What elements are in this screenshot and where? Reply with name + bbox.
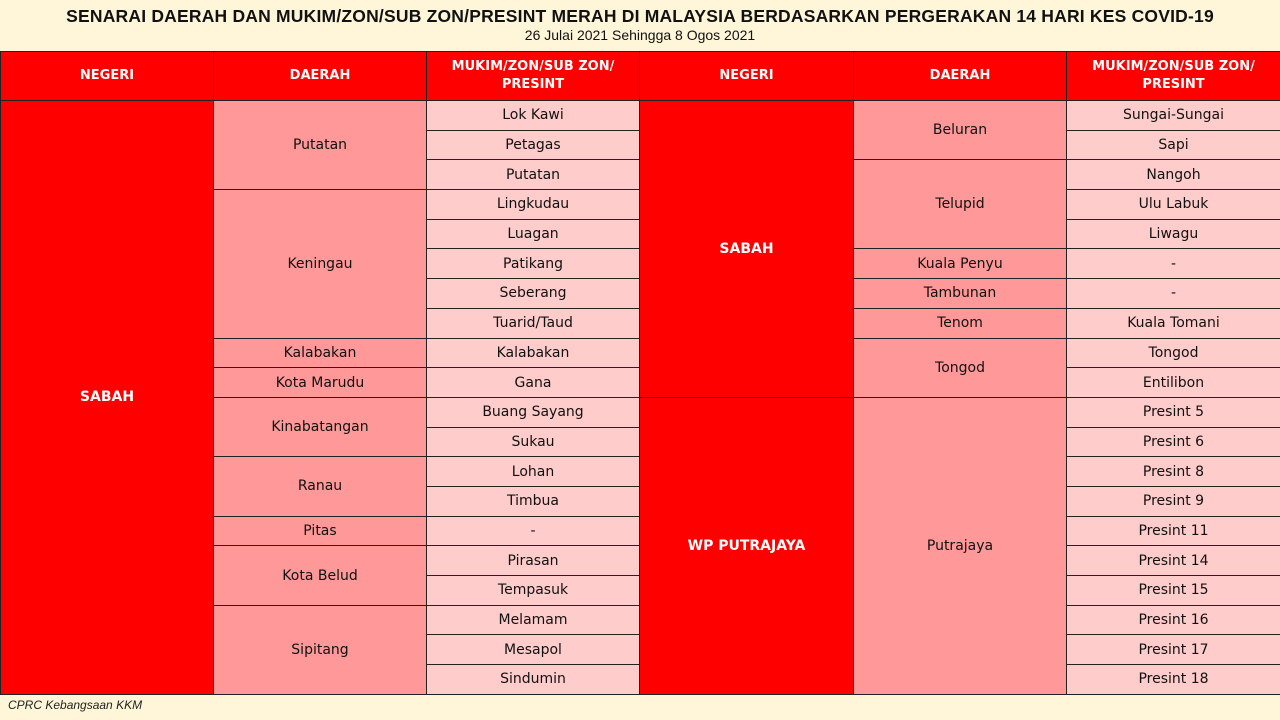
mukim-cell: Pirasan [427,546,640,576]
mukim-cell: Presint 16 [1067,605,1280,635]
mukim-cell: Tuarid/Taud [427,308,640,338]
daerah-cell: Kalabakan [214,338,427,368]
mukim-cell: Presint 11 [1067,516,1280,546]
mukim-cell: Sungai-Sungai [1067,101,1280,131]
mukim-cell: - [427,516,640,546]
mukim-cell: Mesapol [427,635,640,665]
negeri-cell: WP PUTRAJAYA [640,397,854,694]
mukim-cell: Petagas [427,130,640,160]
mukim-cell: Entilibon [1067,368,1280,398]
table-row [1,101,640,131]
daerah-cell: Kuala Penyu [854,249,1067,279]
mukim-cell: Kuala Tomani [1067,308,1280,338]
column-header-negeri: NEGERI [1,52,214,101]
mukim-cell: Timbua [427,486,640,516]
daerah-cell: Kinabatangan [214,397,427,456]
daerah-cell: Ranau [214,457,427,516]
mukim-cell: Tempasuk [427,576,640,606]
mukim-cell: Presint 14 [1067,546,1280,576]
daerah-cell: Kota Marudu [214,368,427,398]
mukim-cell: Sindumin [427,665,640,695]
daerah-cell: Putrajaya [854,397,1067,694]
table-row [640,397,1280,427]
mukim-cell: Buang Sayang [427,397,640,427]
mukim-cell: Gana [427,368,640,398]
mukim-cell: Seberang [427,279,640,309]
daerah-cell: Beluran [854,101,1067,160]
daerah-cell: Tenom [854,308,1067,338]
mukim-cell: Luagan [427,219,640,249]
mukim-cell: Tongod [1067,338,1280,368]
daerah-cell: Pitas [214,516,427,546]
mukim-cell: Sapi [1067,130,1280,160]
source-footer: CPRC Kebangsaan KKM [8,698,143,712]
mukim-cell: Sukau [427,427,640,457]
mukim-cell: Presint 8 [1067,457,1280,487]
mukim-cell: Patikang [427,249,640,279]
date-range: 26 Julai 2021 Sehingga 8 Ogos 2021 [524,27,756,43]
mukim-cell: Lok Kawi [427,101,640,131]
mukim-cell: Presint 5 [1067,397,1280,427]
red-zone-table-left [0,51,640,695]
mukim-cell: Presint 18 [1067,665,1280,695]
daerah-cell: Keningau [214,190,427,338]
mukim-cell: Lohan [427,457,640,487]
mukim-cell: - [1067,279,1280,309]
mukim-cell: Kalabakan [427,338,640,368]
mukim-cell: Presint 6 [1067,427,1280,457]
mukim-cell: Putatan [427,160,640,190]
mukim-cell: Lingkudau [427,190,640,220]
negeri-cell: SABAH [640,101,854,398]
daerah-cell: Putatan [214,101,427,190]
daerah-cell: Tambunan [854,279,1067,309]
daerah-cell: Sipitang [214,605,427,694]
mukim-cell: Presint 9 [1067,486,1280,516]
column-header-mukim: MUKIM/ZON/SUB ZON/ PRESINT [427,52,640,101]
daerah-cell: Kota Belud [214,546,427,605]
column-header-negeri: NEGERI [640,52,854,101]
column-header-daerah: DAERAH [214,52,427,101]
daerah-cell: Tongod [854,338,1067,397]
table-row [640,101,1280,131]
mukim-cell: - [1067,249,1280,279]
mukim-cell: Presint 15 [1067,576,1280,606]
negeri-cell: SABAH [1,101,214,695]
red-zone-table-right [639,51,1280,695]
mukim-cell: Nangoh [1067,160,1280,190]
column-header-daerah: DAERAH [854,52,1067,101]
column-header-mukim: MUKIM/ZON/SUB ZON/ PRESINT [1067,52,1280,101]
daerah-cell: Telupid [854,160,1067,249]
mukim-cell: Presint 17 [1067,635,1280,665]
mukim-cell: Ulu Labuk [1067,190,1280,220]
page-title: SENARAI DAERAH DAN MUKIM/ZON/SUB ZON/PRESINT MERAH DI MALAYSIA BERDASARKAN PERGERAKAN 14 HARI KES COVID-19 [66,6,1214,26]
mukim-cell: Liwagu [1067,219,1280,249]
mukim-cell: Melamam [427,605,640,635]
